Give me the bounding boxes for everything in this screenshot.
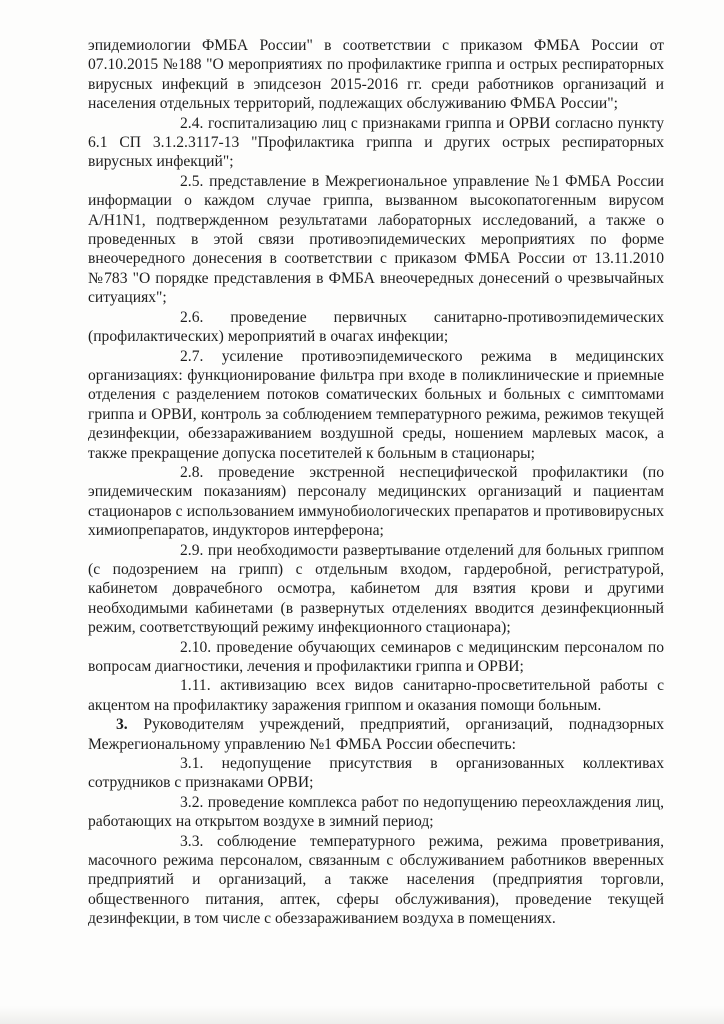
document-body — [88, 36, 664, 929]
item-1-11: 1.11. активизацию всех видов санитарно-просветительной работы с акцентом на профилактику заражения гриппом и оказания помощи больным. — [88, 677, 664, 714]
paragraph-continuation: эпидемиологии ФМБА России" в соответствии с приказом ФМБА России от 07.10.2015 №188 "О мероприятиях по профилактике гриппа и острых респираторных вирусных инфекций в эпидсезон 2015-2016 гг. среди работников организаций и населения отдельных территорий, подлежащих обслуживанию ФМБА России"; — [88, 37, 664, 113]
item-2-8: 2.8. проведение экстренной неспецифической профилактики (по эпидемическим показаниям) персоналу медицинских организаций и пациентам стационаров с использованием иммунобиологических препаратов и противовирусных химиопрепаратов, индукторов интерферона; — [88, 463, 664, 540]
item-3-2: 3.2. проведение комплекса работ по недопущению переохлаждения лиц, работающих на открытом воздухе в зимний период; — [88, 793, 664, 831]
section-3 — [88, 715, 664, 754]
item-2-10: 2.10. проведение обучающих семинаров с медицинским персоналом по вопросам диагностики, лечения и профилактики гриппа и ОРВИ; — [88, 638, 664, 675]
item-2-6: 2.6. проведение первичных санитарно-противоэпидемических (профилактических) мероприятий в очагах инфекции; — [88, 308, 664, 346]
item-3-3: 3.3. соблюдение температурного режима, режима проветривания, масочного режима персоналом, связанным с обслуживанием работников вверенных предприятий и организаций, а также населения (предприятия торговли, общественного питания, аптек, сферы обслуживания), проведение текущей дезинфекции, в том числе с обеззараживанием воздуха в помещениях. — [88, 832, 664, 928]
item-2-4: 2.4. госпитализацию лиц с признаками гриппа и ОРВИ согласно пункту 6.1 СП 3.1.2.3117-13 "Профилактика гриппа и других острых респираторных вирусных инфекций"; — [88, 114, 664, 171]
page-edge-shadow — [0, 1006, 724, 1024]
item-3-1: 3.1. недопущение присутствия в организованных коллективах сотрудников с признаками ОРВИ; — [88, 755, 664, 792]
item-2-7: 2.7. усиление противоэпидемического режима в медицинских организациях: функционирование фильтра при входе в поликлинические и приемные отделения с разделением потоков соматических больных и больных с симптомами гриппа и ОРВИ, контроль за соблюдением температурного режима, режимов текущей дезинфекции, обеззараживанием воздушной среды, ношением марлевых масок, а также прекращение допуска посетителей к больным в стационары; — [88, 347, 664, 462]
item-2-9: 2.9. при необходимости развертывание отделений для больных гриппом (с подозрением на грипп) с отдельным входом, гардеробной, регистратурой, кабинетом доврачебного осмотра, кабинетом для взятия крови и другими необходимыми кабинетами (в развернутых отделениях вводится дезинфекционный режим, соответствующий режиму инфекционного стационара); — [88, 541, 664, 637]
section-3-text: Руководителям учреждений, предприятий, организаций, поднадзорных Межрегиональному управлению №1 ФМБА России обеспечить: — [88, 716, 664, 753]
section-3-number: 3. — [116, 716, 128, 734]
item-2-5: 2.5. представление в Межрегиональное управление №1 ФМБА России информации о каждом случае гриппа, вызванном высокопатогенным вирусом A/H1N1, подтвержденном результатами лабораторных исследований, а также о проведенных в этой связи противоэпидемических мероприятиях по форме внеочередного донесения в соответствии с приказом ФМБА России от 13.11.2010 №783 "О порядке представления в ФМБА внеочередных донесений о чрезвычайных ситуациях"; — [88, 172, 664, 307]
